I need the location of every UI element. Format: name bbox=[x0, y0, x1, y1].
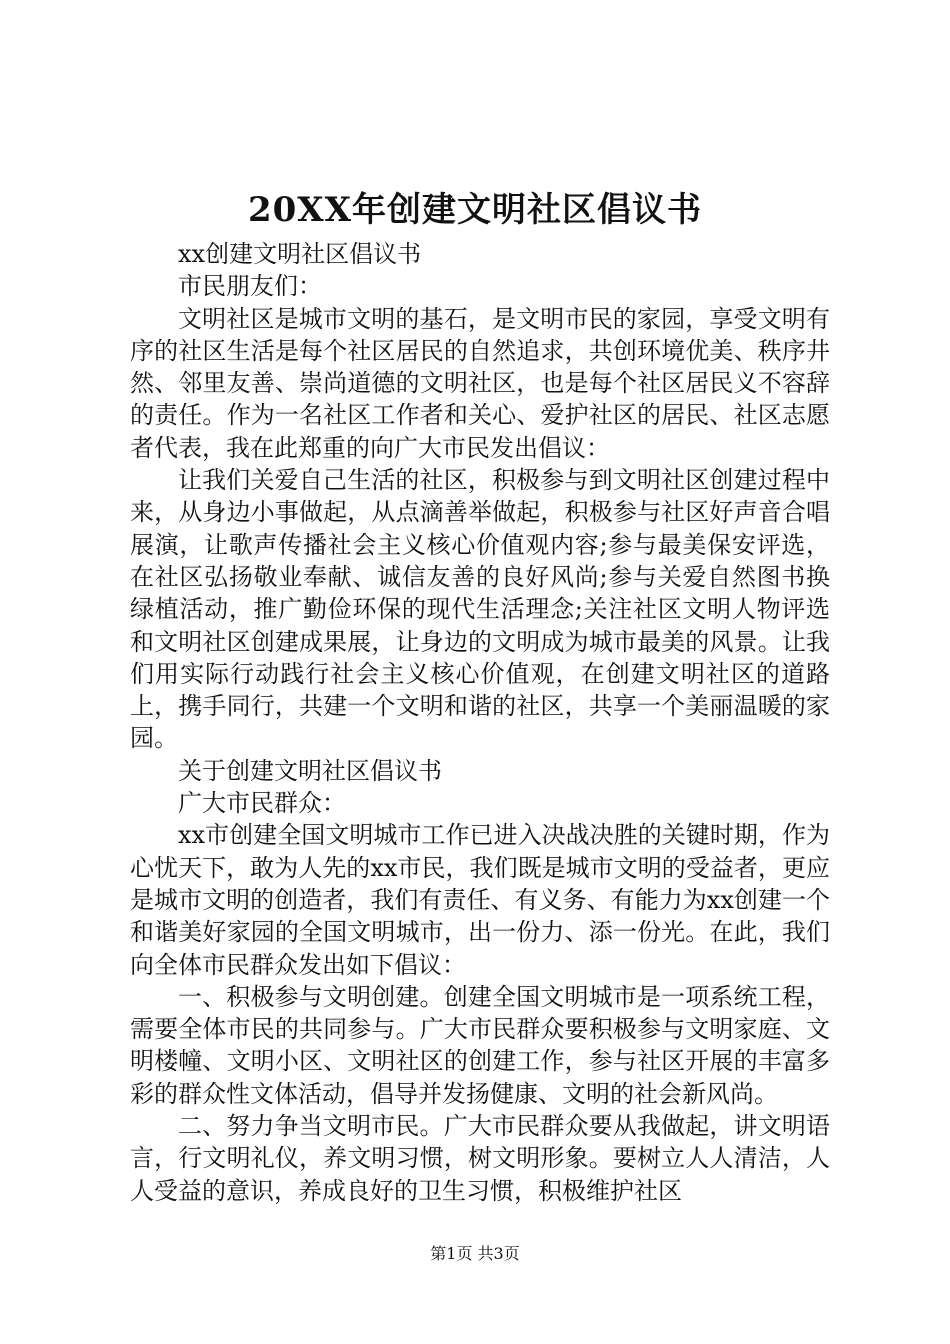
body-paragraph: xx市创建全国文明城市工作已进入决战决胜的关键时期，作为心忧天下，敢为人先的xx市民，我们既是城市文明的受益者，更应是城市文明的创造者，我们有责任、有义务、有能力为xx创建一个和谐美好家园的全国文明城市，出一份力、添一份光。在此，我们向全体市民群众发出如下倡议： bbox=[130, 821, 830, 979]
body-paragraph: 文明社区是城市文明的基石，是文明市民的家园，享受文明有序的社区生活是每个社区居民的自然追求，共创环境优美、秩序井然、邻里友善、崇尚道德的文明社区，也是每个社区居民义不容辞的责任。作为一名社区工作者和关心、爱护社区的居民、社区志愿者代表，我在此郑重的向广大市民发出倡议： bbox=[130, 304, 830, 462]
salutation-paragraph: 广大市民群众： bbox=[178, 789, 346, 818]
body-paragraph: 让我们关爱自己生活的社区，积极参与到文明社区创建过程中来，从身边小事做起，从点滴善举做起，积极参与社区好声音合唱展演，让歌声传播社会主义核心价值观内容;参与最美保安评选，在社区弘扬敬业奉献、诚信友善的良好风尚;参与关爱自然图书换绿植活动，推广勤俭环保的现代生活理念;关注社区文明人物评选和文明社区创建成果展，让身边的文明成为城市最美的风景。让我们用实际行动践行社会主义核心价值观，在创建文明社区的道路上，携手同行，共建一个文明和谐的社区，共享一个美丽温暖的家园。 bbox=[130, 466, 830, 753]
salutation-paragraph: 市民朋友们： bbox=[178, 272, 322, 301]
page-number-footer: 第1页 共3页 bbox=[430, 1244, 520, 1263]
subtitle-paragraph: xx创建文明社区倡议书 bbox=[178, 240, 422, 268]
document-body bbox=[130, 238, 830, 1207]
body-paragraph: 二、努力争当文明市民。广大市民群众要从我做起，讲文明语言，行文明礼仪，养文明习惯，树文明形象。要树立人人清洁，人人受益的意识，养成良好的卫生习惯，积极维护社区 bbox=[130, 1112, 830, 1205]
section-heading-paragraph: 关于创建文明社区倡议书 bbox=[178, 756, 442, 785]
body-paragraph: 一、积极参与文明创建。创建全国文明城市是一项系统工程，需要全体市民的共同参与。广大市民群众要积极参与文明家庭、文明楼幢、文明小区、文明社区的创建工作，参与社区开展的丰富多彩的群众性文体活动，倡导并发扬健康、文明的社会新风尚。 bbox=[130, 982, 830, 1108]
document-title: 20XX年创建文明社区倡议书 bbox=[247, 190, 703, 230]
